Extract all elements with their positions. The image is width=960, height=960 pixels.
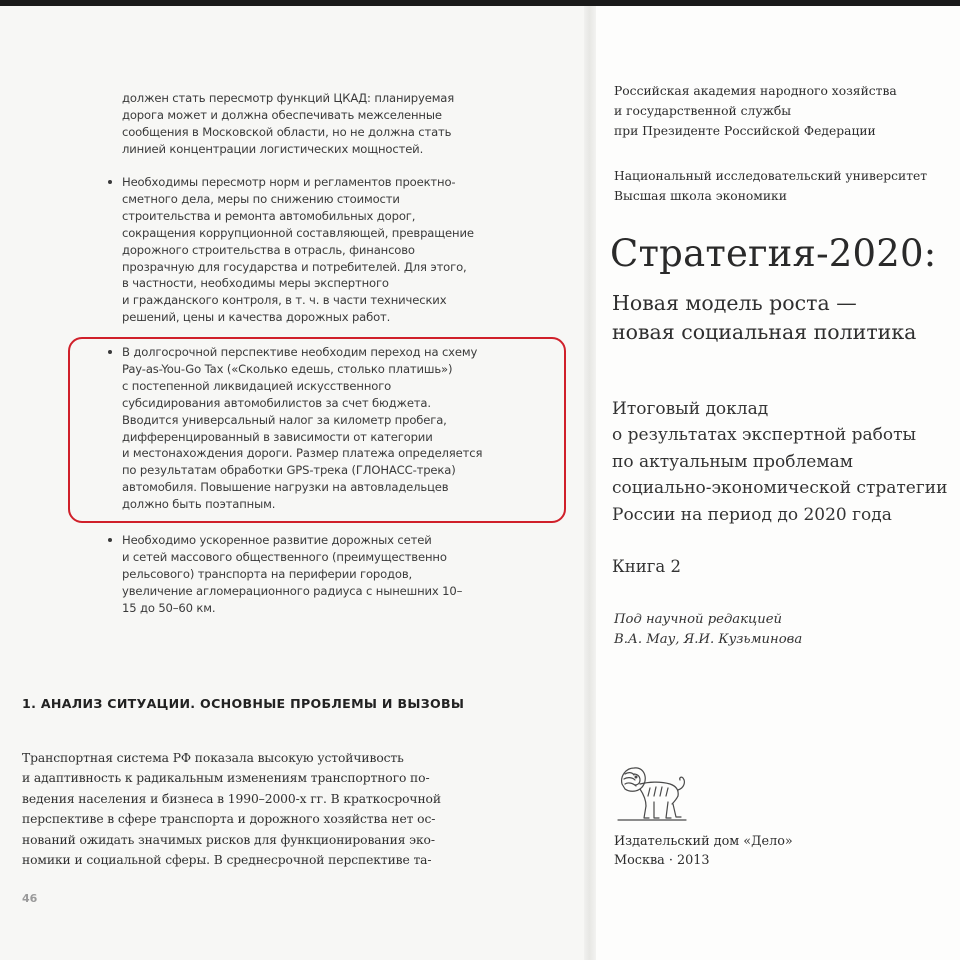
text-line: дорога может и должна обеспечивать межселенные (122, 107, 442, 122)
text-line: перспективе в сфере транспорта и дорожного хозяйства нет ос- (22, 812, 436, 827)
text-line: и адаптивность к радикальным изменениям транспортного по- (22, 771, 430, 786)
text-line: новая социальная политика (612, 320, 917, 344)
text-line: Высшая школа экономики (614, 189, 787, 203)
body-paragraph (22, 748, 522, 870)
text-line: России на период до 2020 года (612, 504, 892, 525)
text-line: строительства и ремонта автомобильных дорог, (122, 208, 416, 223)
text-line: Под научной редакцией (614, 612, 783, 627)
lion-icon (616, 762, 688, 826)
text-line: Национальный исследовательский университет (614, 169, 928, 183)
text-line: должно быть поэтапным. (122, 497, 276, 512)
text-line: дорожного строительства в отрасль, финансово (122, 242, 415, 257)
text-line: Pay-as-You-Go Tax («Сколько едешь, столько платишь») (122, 361, 453, 376)
text-line: по актуальным проблемам (612, 451, 853, 472)
text-line: сокращения коррупционной составляющей, превращение (122, 225, 474, 240)
left-page (0, 6, 584, 960)
text-line: автомобиля. Повышение нагрузки на автовладельцев (122, 480, 449, 495)
text-line: Издательский дом «Дело» (614, 834, 793, 849)
text-line: Вводится универсальный налог за километр пробега, (122, 412, 447, 427)
institution-block (614, 81, 960, 141)
text-line: и сетей массового общественного (преимущественно (122, 549, 447, 564)
text-line: социально-экономической стратегии (612, 478, 948, 499)
bullet-dot-icon (108, 180, 112, 184)
continuation-text (122, 90, 522, 158)
text-line: Необходимо ускоренное развитие дорожных сетей (122, 533, 432, 547)
text-line: при Президенте Российской Федерации (614, 124, 876, 138)
text-line: и местонахождения дороги. Размер платежа определяется (122, 446, 483, 461)
text-line: должен стать пересмотр функций ЦКАД: планируемая (122, 91, 455, 105)
text-line: по результатам обработки GPS-трека (ГЛОНАСС-трека) (122, 463, 456, 478)
text-line: увеличение агломерационного радиуса с нынешних 10– (122, 583, 463, 598)
text-line: В.А. Мау, Я.И. Кузьминова (614, 632, 803, 647)
text-line: субсидирования автомобилистов за счет бюджета. (122, 395, 431, 410)
text-line: дифференцированный в зависимости от категории (122, 429, 433, 444)
book-title: Стратегия-2020: (610, 232, 937, 275)
red-highlight-frame (68, 337, 566, 523)
text-line: прозрачную для государства и потребителей. Для этого, (122, 259, 467, 274)
bullet-item-transport-networks (108, 532, 528, 617)
text-line: Транспортная система РФ показала высокую устойчивость (22, 751, 404, 765)
text-line: о результатах экспертной работы (612, 425, 917, 446)
text-line: и государственной службы (614, 104, 792, 118)
text-line: Итоговый доклад (612, 399, 769, 419)
text-line: нований ожидать значимых рисков для функционирования эко- (22, 832, 435, 847)
book-gutter (584, 6, 596, 960)
section-heading: 1. АНАЛИЗ СИТУАЦИИ. ОСНОВНЫЕ ПРОБЛЕМЫ И ВЫЗОВЫ (22, 696, 465, 711)
bullet-dot-icon (108, 538, 112, 542)
text-line: 15 до 50–60 км. (122, 600, 216, 615)
text-line: номики и социальной сферы. В среднесрочной перспективе та- (22, 853, 432, 868)
text-line: Необходимы пересмотр норм и регламентов проектно- (122, 175, 456, 189)
book-spread (0, 6, 960, 960)
text-line: с постепенной ликвидацией искусственного (122, 378, 392, 393)
university-block (614, 166, 927, 206)
text-line: В долгосрочной перспективе необходим переход на схему (122, 345, 478, 359)
text-line: ведения населения и бизнеса в 1990–2000-х гг. В краткосрочной (22, 791, 441, 806)
right-page (596, 6, 960, 960)
text-line: решений, цены и качества дорожных работ. (122, 310, 391, 325)
text-line: в частности, необходимы меры экспертного (122, 276, 389, 291)
book-subtitle (612, 289, 916, 347)
bullet-item-norms (108, 174, 528, 326)
text-line: рельсового) транспорта на периферии городов, (122, 566, 413, 581)
text-line: линией концентрации логистических мощностей. (122, 141, 424, 156)
text-line: Российская академия народного хозяйства (614, 84, 897, 98)
text-line: Москва · 2013 (614, 853, 710, 868)
page-number: 46 (22, 892, 38, 905)
text-line: сообщения в Московской области, но не должна стать (122, 124, 452, 139)
text-line: сметного дела, меры по снижению стоимости (122, 191, 400, 206)
report-description (612, 396, 947, 528)
editors-block (614, 610, 802, 650)
book-volume: Книга 2 (612, 557, 681, 576)
publisher-block (614, 832, 793, 870)
text-line: Новая модель роста — (612, 291, 857, 315)
text-line: и гражданского контроля, в т. ч. в части технических (122, 293, 447, 308)
